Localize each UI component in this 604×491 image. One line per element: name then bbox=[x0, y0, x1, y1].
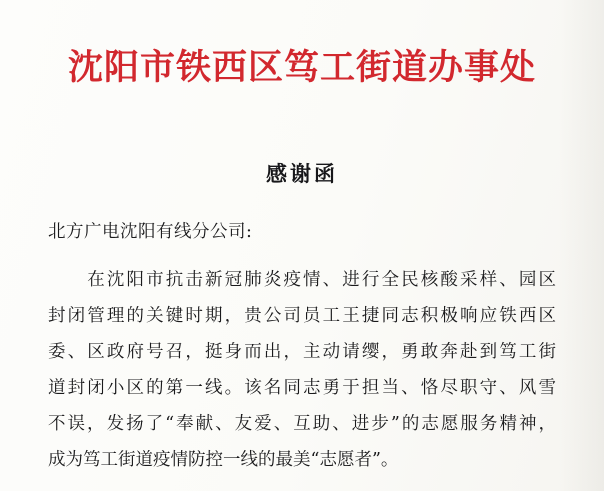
salutation-text: 北方广电沈阳有线分公司: bbox=[48, 222, 253, 242]
body-paragraph-line: 委、区政府号召，挺身而出，主动请缨，勇敢奔赴到笃工街 bbox=[48, 342, 556, 362]
body-paragraph-line: 成为笃工街道疫情防控一线的最美“志愿者”。 bbox=[48, 450, 399, 470]
page-title: 感谢函 bbox=[266, 161, 338, 186]
body-paragraph-line: 不误，发扬了“奉献、友爱、互助、进步”的志愿服务精神， bbox=[48, 414, 556, 434]
body-paragraph-line: 道封闭小区的第一线。该名同志勇于担当、恪尽职守、风雪 bbox=[48, 378, 556, 398]
document-body bbox=[48, 262, 556, 478]
letterhead-title: 沈阳市铁西区笃工街道办事处 bbox=[67, 47, 536, 88]
body-paragraph-line: 在沈阳市抗击新冠肺炎疫情、进行全民核酸采样、园区 bbox=[48, 270, 556, 290]
body-paragraph-line: 封闭管理的关键时期，贵公司员工王捷同志积极响应铁西区 bbox=[48, 306, 556, 326]
